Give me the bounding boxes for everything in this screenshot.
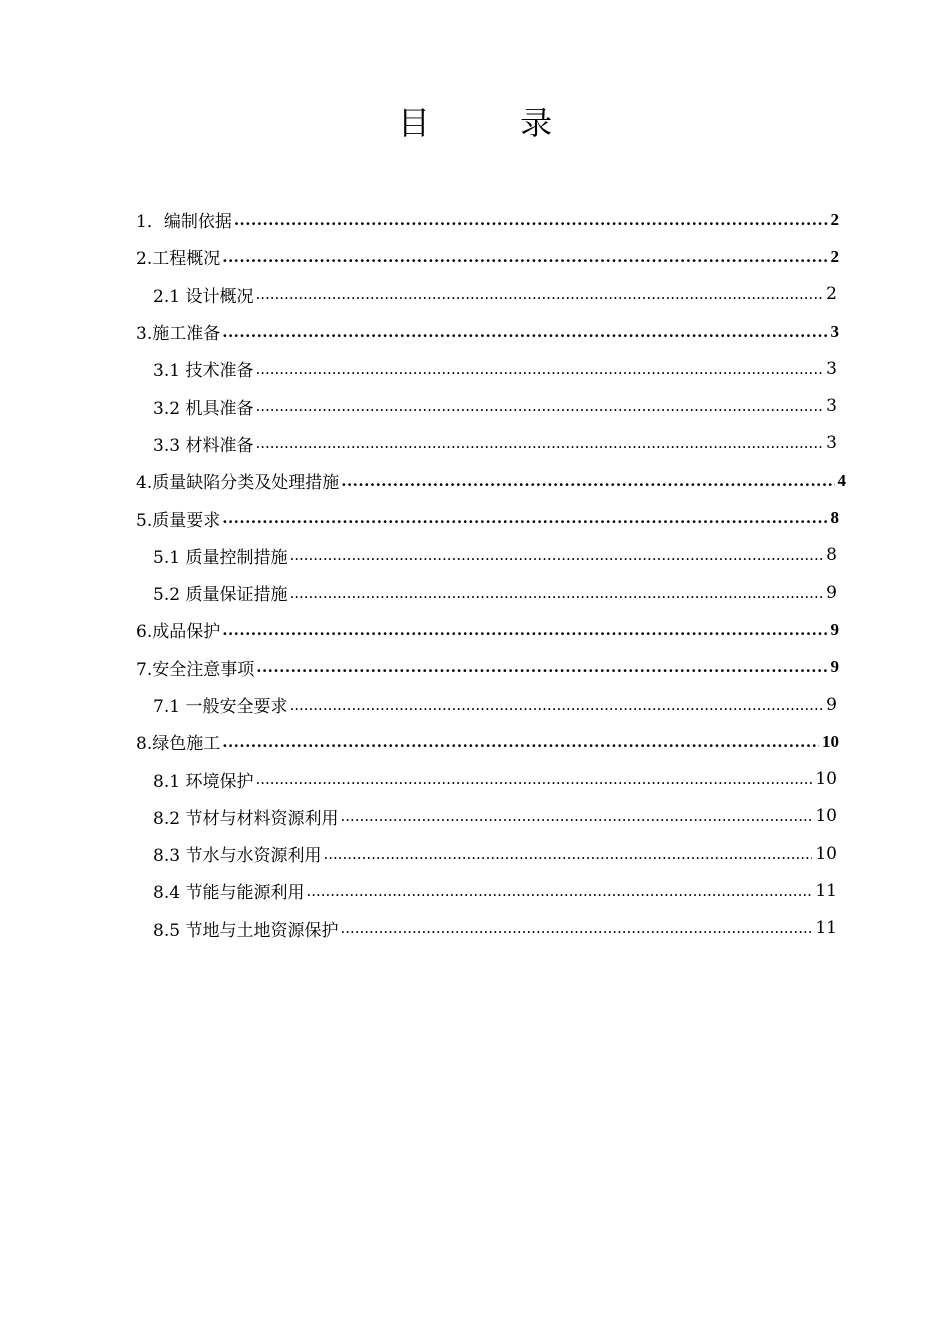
toc-page-number: 11: [815, 880, 837, 901]
toc-entry-label: 3.施工准备: [136, 324, 221, 345]
toc-entry-label: 5.1 质量控制措施: [153, 547, 288, 568]
toc-page-number: 8: [830, 508, 839, 528]
toc-entry-5[interactable]: [0, 499, 950, 536]
toc-entry-8-2[interactable]: [0, 798, 950, 835]
toc-page-number: 10: [815, 769, 837, 790]
toc-page-number: 10: [815, 806, 837, 827]
toc-entry-label: 2.1 设计概况: [153, 286, 254, 307]
toc-entry-3[interactable]: [0, 313, 950, 350]
toc-page-number: 3: [830, 321, 839, 341]
toc-entry-2-1[interactable]: [0, 276, 950, 313]
table-of-contents: [0, 201, 950, 947]
toc-entry-4[interactable]: [0, 462, 950, 499]
toc-entry-3-2[interactable]: [0, 387, 950, 424]
toc-entry-label: 8.4 节能与能源利用: [153, 883, 305, 904]
toc-entry-2[interactable]: [0, 238, 950, 275]
toc-entry-8-4[interactable]: [0, 872, 950, 909]
toc-dot-leader: [340, 806, 812, 826]
toc-dot-leader: [234, 210, 828, 230]
toc-entry-label: 3.1 技术准备: [153, 361, 254, 382]
toc-dot-leader: [340, 918, 812, 938]
toc-page-number: 8: [826, 545, 837, 566]
toc-page-number: 9: [826, 694, 837, 715]
toc-dot-leader: [289, 545, 823, 565]
toc-entry-label: 4.质量缺陷分类及处理措施: [136, 473, 340, 494]
toc-entry-1[interactable]: [0, 201, 950, 238]
toc-entry-7-1[interactable]: [0, 686, 950, 723]
toc-entry-label: 8.5 节地与土地资源保护: [153, 920, 339, 941]
toc-page-number: 9: [830, 657, 839, 677]
toc-entry-label: 8.绿色施工: [136, 734, 221, 755]
toc-entry-label: 1．编制依据: [136, 212, 232, 233]
toc-entry-label: 8.1 环境保护: [153, 771, 254, 792]
toc-entry-label: 8.2 节材与材料资源利用: [153, 808, 339, 829]
toc-dot-leader: [222, 732, 819, 752]
toc-entry-label: 2.工程概况: [136, 249, 221, 270]
toc-entry-8-1[interactable]: [0, 760, 950, 797]
toc-dot-leader: [222, 247, 827, 267]
toc-entry-label: 7.1 一般安全要求: [153, 697, 288, 717]
toc-dot-leader: [222, 322, 827, 342]
toc-page-number: 2: [826, 284, 837, 305]
toc-page-number: 3: [826, 358, 837, 379]
toc-entry-label: 5.质量要求: [136, 510, 221, 531]
toc-dot-leader: [222, 508, 827, 528]
toc-page-number: 10: [815, 843, 837, 864]
toc-page-number: 3: [826, 433, 837, 454]
toc-entry-6[interactable]: [0, 611, 950, 648]
toc-dot-leader: [255, 284, 823, 304]
toc-dot-leader: [255, 433, 823, 453]
page-title: 目 录: [397, 104, 593, 142]
toc-page-number: 9: [830, 619, 839, 639]
toc-dot-leader: [222, 620, 827, 640]
toc-dot-leader: [341, 471, 834, 491]
toc-entry-label: 5.2 质量保证措施: [153, 585, 288, 606]
toc-entry-3-3[interactable]: [0, 425, 950, 462]
toc-entry-label: 7.安全注意事项: [136, 659, 255, 680]
toc-dot-leader: [289, 695, 823, 715]
toc-dot-leader: [323, 844, 812, 864]
toc-page-number: 2: [830, 209, 839, 229]
toc-dot-leader: [306, 881, 812, 901]
toc-dot-leader: [255, 769, 812, 789]
toc-entry-label: 3.3 材料准备: [153, 435, 254, 456]
toc-dot-leader: [255, 396, 823, 416]
toc-entry-8[interactable]: [0, 723, 950, 760]
toc-page-number: 4: [837, 470, 846, 490]
toc-page-number: 10: [822, 731, 839, 751]
toc-entry-7[interactable]: [0, 649, 950, 686]
toc-dot-leader: [256, 657, 827, 677]
toc-entry-label: 3.2 机具准备: [153, 398, 254, 419]
toc-dot-leader: [255, 359, 823, 379]
toc-entry-3-1[interactable]: [0, 350, 950, 387]
toc-page-number: 2: [830, 246, 839, 266]
toc-dot-leader: [289, 583, 823, 603]
toc-entry-label: 8.3 节水与水资源利用: [153, 846, 322, 867]
toc-page-number: 3: [826, 396, 837, 417]
toc-entry-5-2[interactable]: [0, 574, 950, 611]
toc-entry-8-5[interactable]: [0, 910, 950, 947]
toc-entry-5-1[interactable]: [0, 537, 950, 574]
toc-page-number: 9: [826, 582, 837, 603]
toc-entry-label: 6.成品保护: [136, 622, 221, 643]
toc-entry-8-3[interactable]: [0, 835, 950, 872]
toc-page-number: 11: [815, 918, 837, 939]
